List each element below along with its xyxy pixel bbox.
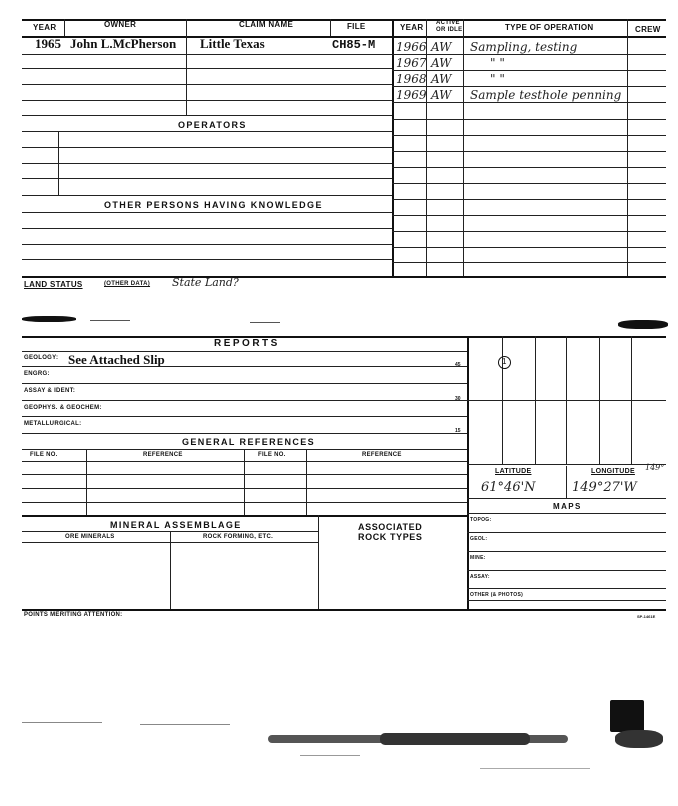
scan-noise: [22, 722, 102, 723]
report-scale-30: 30: [455, 396, 461, 402]
record-year: 1965: [35, 36, 61, 51]
row-rule: [392, 102, 666, 103]
record-file: CH85-M: [332, 38, 376, 52]
col-active: ACTIVE: [436, 20, 460, 26]
bottom-top-rule: [22, 336, 666, 338]
col-div: [627, 19, 628, 276]
col-div: [244, 449, 245, 515]
scan-noise: [140, 724, 230, 725]
gr-col-reference-2: REFERENCE: [362, 452, 402, 458]
row-rule: [22, 244, 392, 245]
col-file: FILE: [347, 22, 366, 31]
row-rule: [467, 513, 666, 514]
row-rule: [392, 183, 666, 184]
right-block-border: [392, 19, 394, 276]
maps-topog: TOPOG:: [470, 517, 492, 523]
latitude-value: 61°46'N: [481, 480, 536, 495]
record-claim-name: Little Texas: [200, 36, 265, 51]
row-rule: [22, 54, 392, 55]
op-year: 1967: [396, 56, 427, 70]
footer-rule: [22, 609, 666, 611]
row-rule: [392, 86, 666, 87]
row-rule: [392, 215, 666, 216]
op-status: AW: [431, 56, 452, 70]
reports-title: REPORTS: [214, 338, 280, 349]
op-type: " ": [490, 56, 505, 70]
row-rule: [22, 178, 392, 179]
row-rule: [22, 147, 392, 148]
col-div: [58, 131, 59, 195]
op-status: AW: [431, 40, 452, 54]
rock-forming-label: ROCK FORMING, ETC.: [203, 534, 274, 540]
row-rule: [22, 366, 467, 367]
gr-col-file-no-2: FILE NO.: [258, 452, 286, 458]
general-references-title: GENERAL REFERENCES: [182, 437, 316, 447]
scan-smudge: [618, 320, 668, 329]
row-rule: [22, 400, 467, 401]
geology-value: See Attached Slip: [68, 352, 165, 367]
form-number: SP-1461E: [637, 614, 656, 619]
row-rule: [22, 163, 392, 164]
engrg-label: ENGRG:: [24, 371, 50, 377]
row-rule: [467, 570, 666, 571]
scan-smudge: [615, 730, 663, 748]
row-rule: [392, 199, 666, 200]
longitude-extra: 149°: [645, 463, 665, 472]
row-rule: [467, 498, 666, 499]
grid-mark: 1: [502, 357, 507, 366]
metallurgical-label: METALLURGICAL:: [24, 421, 82, 427]
rock-types-label: ROCK TYPES: [358, 532, 423, 542]
land-status-sub: (OTHER DATA): [104, 281, 151, 287]
scan-noise: [90, 320, 130, 321]
col-owner: OWNER: [104, 20, 137, 29]
col-claim-name: CLAIM NAME: [239, 20, 294, 29]
row-rule: [392, 135, 666, 136]
associated-label: ASSOCIATED: [358, 522, 423, 532]
maps-assay: ASSAY:: [470, 574, 490, 580]
longitude-value: 149°27'W: [572, 480, 637, 495]
op-type: Sample testhole penning: [470, 88, 622, 102]
op-year: 1966: [396, 40, 427, 54]
other-persons-title: OTHER PERSONS HAVING KNOWLEDGE: [104, 200, 323, 210]
hdr-div: [64, 19, 65, 36]
col-div: [318, 515, 319, 609]
row-rule: [392, 247, 666, 248]
report-scale-15: 15: [455, 428, 461, 434]
row-rule: [22, 383, 467, 384]
row-rule: [22, 433, 467, 434]
scan-smudge: [380, 733, 530, 745]
row-rule: [467, 532, 666, 533]
report-scale-45: 45: [455, 362, 461, 368]
col-crew: CREW: [635, 25, 661, 34]
col-div: [463, 19, 464, 276]
scan-smudge: [22, 316, 76, 322]
row-rule: [22, 416, 467, 417]
latitude-label: LATITUDE: [495, 468, 532, 475]
row-rule: [22, 212, 392, 213]
geophys-label: GEOPHYS. & GEOCHEM:: [24, 405, 102, 411]
op-year: 1968: [396, 72, 427, 86]
op-status: AW: [431, 72, 452, 86]
ore-minerals-label: ORE MINERALS: [65, 534, 115, 540]
operators-title: OPERATORS: [178, 120, 247, 130]
op-year: 1969: [396, 88, 427, 102]
maps-title: MAPS: [553, 502, 582, 511]
maps-other: OTHER (& PHOTOS): [470, 592, 524, 598]
row-rule: [467, 588, 666, 589]
row-rule: [392, 119, 666, 120]
row-rule: [22, 84, 392, 85]
section-rule: [22, 515, 467, 517]
maps-geol: GEOL:: [470, 536, 488, 542]
gr-col-file-no: FILE NO.: [30, 452, 58, 458]
col-year-2: YEAR: [400, 23, 424, 32]
col-or-idle: OR IDLE: [436, 27, 463, 33]
op-type: Sampling, testing: [470, 40, 578, 54]
col-div: [566, 466, 567, 498]
row-rule: [392, 54, 666, 55]
row-rule: [22, 131, 392, 132]
col-div: [306, 449, 307, 515]
right-block-border: [467, 336, 469, 609]
hdr-div: [330, 19, 331, 36]
record-owner: John L.McPherson: [70, 36, 177, 51]
row-rule: [22, 100, 392, 101]
points-meriting-attention: POINTS MERITING ATTENTION:: [24, 612, 123, 618]
op-status: AW: [431, 88, 452, 102]
maps-mine: MINE:: [470, 555, 486, 561]
scan-noise: [250, 322, 280, 323]
col-div: [186, 36, 187, 115]
col-div: [170, 531, 171, 609]
scan-smudge: [610, 700, 644, 732]
assay-label: ASSAY & IDENT:: [24, 388, 76, 394]
mineral-assemblage-title: MINERAL ASSEMBLAGE: [110, 520, 242, 530]
scan-noise: [300, 755, 360, 756]
row-rule: [392, 151, 666, 152]
op-type: " ": [490, 72, 505, 86]
grid-mark-circle: [498, 356, 511, 369]
row-rule: [22, 115, 392, 116]
gr-col-reference: REFERENCE: [143, 452, 183, 458]
row-rule: [392, 262, 666, 263]
col-year: YEAR: [33, 23, 57, 32]
grid-row: [467, 400, 666, 401]
hdr-div: [186, 19, 187, 36]
row-rule: [22, 195, 392, 196]
grid-row: [467, 464, 666, 465]
geology-label: GEOLOGY:: [24, 355, 59, 361]
row-rule: [392, 167, 666, 168]
row-rule: [22, 228, 392, 229]
row-rule: [22, 259, 392, 260]
row-rule: [392, 70, 666, 71]
scan-noise: [480, 768, 590, 769]
section-bottom-rule: [22, 276, 666, 278]
col-type-of-operation: TYPE OF OPERATION: [505, 23, 594, 32]
longitude-label: LONGITUDE: [591, 468, 635, 475]
row-rule: [467, 551, 666, 552]
land-status-value: State Land?: [172, 276, 239, 289]
row-rule: [392, 231, 666, 232]
land-status-label: LAND STATUS: [24, 280, 83, 289]
col-div: [86, 449, 87, 515]
row-rule: [467, 600, 666, 601]
row-rule: [22, 68, 392, 69]
